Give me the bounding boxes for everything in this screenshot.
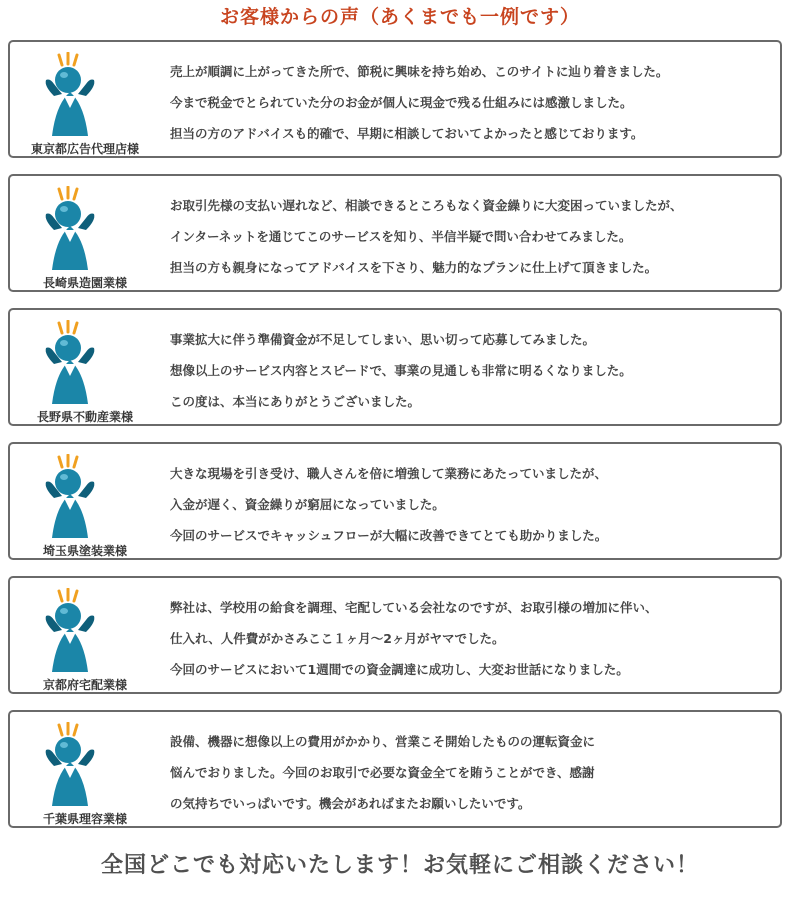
customer-label: 埼玉県塗装業様 [42,544,127,558]
testimonial-text [170,64,770,157]
testimonial-line: お取引先様の支払い遅れなど、相談できるところもなく資金繰りに大変困っていましたが、 [170,198,683,213]
testimonial-card [8,40,782,158]
testimonial-card [8,710,782,828]
footer-cta: 全国どこでも対応いたします！お気軽にご相談ください！ [100,853,699,878]
customer-label: 東京都広告代理店様 [30,142,139,156]
testimonial-line: 担当の方のアドバイスも的確で、早期に相談しておいてよかったと感じております。 [170,126,644,141]
person-cheering-icon [40,320,100,406]
testimonial-line: 設備、機器に想像以上の費用がかかり、営業こそ開始したものの運転資金に [170,734,596,749]
testimonial-card [8,174,782,292]
testimonial-line: の気持ちでいっぱいです。機会があればまたお願いしたいです。 [170,796,531,811]
testimonial-text [170,198,770,291]
testimonial-line: 弊社は、学校用の給食を調理、宅配している会社なのですが、お取引様の増加に伴い、 [170,600,658,615]
testimonial-card [8,576,782,694]
testimonial-text [170,332,770,425]
customer-label: 長野県不動産業様 [36,410,133,424]
person-cheering-icon [40,722,100,808]
customer-label: 千葉県理容業様 [42,812,127,826]
testimonial-line: 想像以上のサービス内容とスピードで、事業の見通しも非常に明るくなりました。 [170,363,632,378]
person-cheering-icon [40,52,100,138]
testimonial-line: 悩んでおりました。今回のお取引で必要な資金全てを賄うことができ、感謝 [170,765,595,780]
testimonial-card [8,442,782,560]
testimonial-line: 今回のサービスにおいて1週間での資金調達に成功し、大変お世話になりました。 [170,662,629,677]
testimonial-line: インターネットを通じてこのサービスを知り、半信半疑で問い合わせてみました。 [170,229,632,244]
testimonial-text [170,466,770,559]
person-cheering-icon [40,588,100,674]
testimonial-line: 入金が遅く、資金繰りが窮屈になっていました。 [170,497,445,512]
person-cheering-icon [40,186,100,272]
testimonial-line: この度は、本当にありがとうございました。 [170,394,421,409]
testimonial-line: 今回のサービスでキャッシュフローが大幅に改善できてとても助かりました。 [170,528,608,543]
person-cheering-icon [40,454,100,540]
testimonial-line: 大きな現場を引き受け、職人さんを倍に増強して業務にあたっていましたが、 [170,466,608,481]
customer-label: 京都府宅配業様 [42,678,127,692]
testimonial-line: 事業拡大に伴う準備資金が不足してしまい、思い切って応募してみました。 [170,332,596,347]
testimonial-text [170,734,770,827]
page-title: お客様からの声（あくまでも一例です） [219,6,580,28]
testimonial-line: 売上が順調に上がってきた所で、節税に興味を持ち始め、このサイトに辿り着きました。 [170,64,669,79]
testimonial-card [8,308,782,426]
customer-label: 長崎県造園業様 [42,276,127,290]
testimonial-line: 今まで税金でとられていた分のお金が個人に現金で残る仕組みには感激しました。 [170,95,633,110]
testimonial-line: 仕入れ、人件費がかさみここ１ヶ月～2ヶ月がヤマでした。 [170,631,505,646]
testimonial-text [170,600,770,693]
testimonial-line: 担当の方も親身になってアドバイスを下さり、魅力的なプランに仕上げて頂きました。 [170,260,658,275]
